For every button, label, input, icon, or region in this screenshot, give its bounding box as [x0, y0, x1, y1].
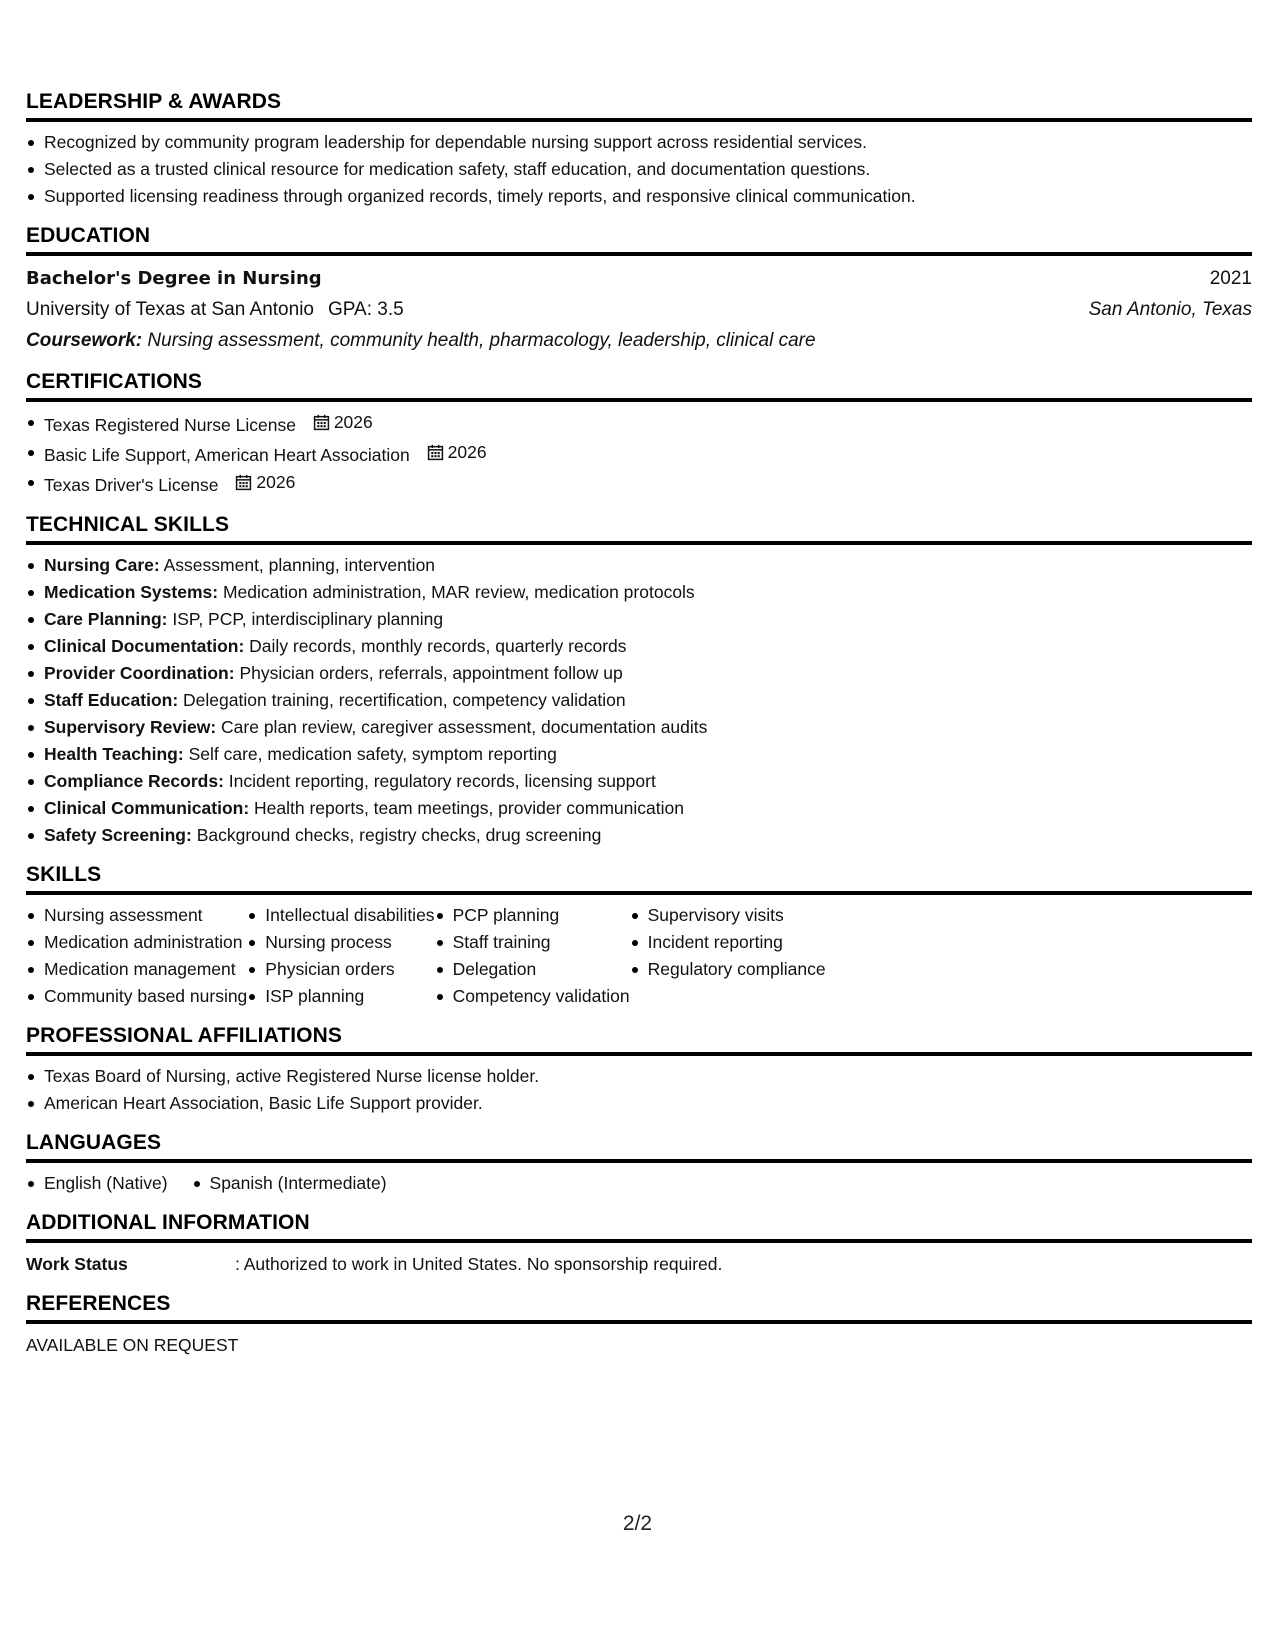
list-item: Competency validation [453, 983, 630, 1010]
list-item [44, 469, 1252, 499]
education-section [26, 224, 1252, 356]
certification-date [235, 469, 295, 496]
languages-row [26, 1170, 1252, 1197]
skill-category: Clinical Communication: [44, 798, 250, 818]
list-item: Texas Board of Nursing, active Registered Nurse license holder. [44, 1063, 1252, 1090]
skill-category: Clinical Documentation: [44, 636, 245, 656]
skill-category: Medication Systems: [44, 582, 219, 602]
list-item [44, 741, 1252, 768]
list-item: Community based nursing [44, 983, 247, 1010]
list-item [44, 409, 1252, 439]
calendar-icon [235, 474, 252, 491]
list-item [44, 687, 1252, 714]
certifications-list [26, 409, 1252, 499]
certification-name: Basic Life Support, American Heart Association [44, 445, 410, 465]
skills-grid [26, 902, 1252, 1010]
skill-details: ISP, PCP, interdisciplinary planning [172, 609, 444, 629]
certification-year: 2026 [333, 412, 373, 432]
list-item: Supported licensing readiness through organized records, timely reports, and responsive clinical communication. [44, 183, 1252, 210]
skill-details: Medication administration, MAR review, medication protocols [222, 582, 695, 602]
language-list [26, 1170, 168, 1197]
list-item: Intellectual disabilities [265, 902, 434, 929]
list-item: English (Native) [44, 1170, 168, 1197]
gpa: GPA: 3.5 [327, 299, 404, 320]
section-title-certifications: CERTIFICATIONS [26, 370, 1252, 402]
references-text: AVAILABLE ON REQUEST [26, 1335, 239, 1355]
work-status-value: : Authorized to work in United States. No sponsorship required. [235, 1254, 723, 1274]
skill-details: Self care, medication safety, symptom reporting [188, 744, 557, 764]
work-status-row [26, 1250, 1252, 1278]
education-degree-row [26, 263, 1252, 294]
list-item: Selected as a trusted clinical resource for medication safety, staff education, and documentation questions. [44, 156, 1252, 183]
skill-details: Daily records, monthly records, quarterly records [249, 636, 627, 656]
skills-section [26, 863, 1252, 1010]
section-title-education: EDUCATION [26, 224, 1252, 256]
list-item: Medication management [44, 956, 247, 983]
section-title-technical-skills: TECHNICAL SKILLS [26, 513, 1252, 545]
leadership-section [26, 90, 1252, 210]
section-title-skills: SKILLS [26, 863, 1252, 895]
affiliations-section [26, 1024, 1252, 1117]
certification-name: Texas Registered Nurse License [44, 415, 296, 435]
graduation-year: 2021 [1209, 268, 1252, 289]
degree-name: Bachelor's Degree in Nursing [26, 268, 322, 289]
page-number: 2/2 [622, 1512, 653, 1535]
skill-details: Physician orders, referrals, appointment follow up [239, 663, 623, 683]
skills-column [26, 902, 247, 1010]
list-item [44, 439, 1252, 469]
section-title-affiliations: PROFESSIONAL AFFILIATIONS [26, 1024, 1252, 1056]
skills-column [247, 902, 434, 1010]
work-status-label: Work Status [26, 1254, 128, 1274]
certifications-section [26, 370, 1252, 499]
technical-skills-list [26, 552, 1252, 849]
list-item [44, 822, 1252, 849]
references-section [26, 1292, 1252, 1359]
technical-skills-section [26, 513, 1252, 849]
leadership-list [26, 129, 1252, 210]
language-list [192, 1170, 387, 1197]
list-item: PCP planning [453, 902, 630, 929]
coursework-label: Coursework: [26, 330, 143, 351]
list-item [44, 714, 1252, 741]
skills-column [435, 902, 630, 1010]
list-item: Physician orders [265, 956, 434, 983]
list-item [44, 579, 1252, 606]
list-item [44, 660, 1252, 687]
school-line [26, 294, 404, 325]
list-item [44, 795, 1252, 822]
skill-details: Incident reporting, regulatory records, licensing support [228, 771, 656, 791]
additional-section [26, 1211, 1252, 1278]
certification-year: 2026 [447, 442, 487, 462]
skill-details: Care plan review, caregiver assessment, documentation audits [221, 717, 708, 737]
list-item: Delegation [453, 956, 630, 983]
skill-category: Staff Education: [44, 690, 179, 710]
calendar-icon [427, 444, 444, 461]
section-title-languages: LANGUAGES [26, 1131, 1252, 1163]
list-item [44, 768, 1252, 795]
skill-details: Background checks, registry checks, drug screening [196, 825, 602, 845]
list-item: American Heart Association, Basic Life Support provider. [44, 1090, 1252, 1117]
certification-name: Texas Driver's License [44, 475, 219, 495]
list-item: ISP planning [265, 983, 434, 1010]
section-title-references: REFERENCES [26, 1292, 1252, 1324]
skill-details: Health reports, team meetings, provider communication [254, 798, 684, 818]
list-item: Recognized by community program leadership for dependable nursing support across residential services. [44, 129, 1252, 156]
languages-section [26, 1131, 1252, 1197]
school-name: University of Texas at San Antonio [26, 299, 314, 320]
affiliations-list [26, 1063, 1252, 1117]
list-item: Medication administration [44, 929, 247, 956]
certification-date [427, 439, 487, 466]
skill-category: Provider Coordination: [44, 663, 235, 683]
skills-column [630, 902, 826, 1010]
list-item [44, 633, 1252, 660]
certification-year: 2026 [256, 472, 296, 492]
skill-category: Safety Screening: [44, 825, 192, 845]
skill-category: Care Planning: [44, 609, 168, 629]
list-item: Nursing process [265, 929, 434, 956]
calendar-icon [313, 414, 330, 431]
list-item: Incident reporting [648, 929, 826, 956]
skill-category: Supervisory Review: [44, 717, 217, 737]
section-title-additional: ADDITIONAL INFORMATION [26, 1211, 1252, 1243]
skill-category: Health Teaching: [44, 744, 184, 764]
skill-details: Assessment, planning, intervention [163, 555, 436, 575]
skill-details: Delegation training, recertification, competency validation [183, 690, 626, 710]
coursework-text: Nursing assessment, community health, pharmacology, leadership, clinical care [147, 330, 816, 351]
list-item: Supervisory visits [648, 902, 826, 929]
education-school-row [26, 294, 1252, 325]
list-item: Staff training [453, 929, 630, 956]
list-item [44, 552, 1252, 579]
list-item: Spanish (Intermediate) [210, 1170, 387, 1197]
list-item: Nursing assessment [44, 902, 247, 929]
school-location: San Antonio, Texas [1088, 299, 1252, 320]
skill-category: Compliance Records: [44, 771, 224, 791]
coursework-line [26, 325, 1252, 356]
list-item: Regulatory compliance [648, 956, 826, 983]
certification-date [313, 409, 373, 436]
list-item [44, 606, 1252, 633]
resume-page [26, 90, 1252, 1373]
section-title-leadership: LEADERSHIP & AWARDS [26, 90, 1252, 122]
skill-category: Nursing Care: [44, 555, 160, 575]
